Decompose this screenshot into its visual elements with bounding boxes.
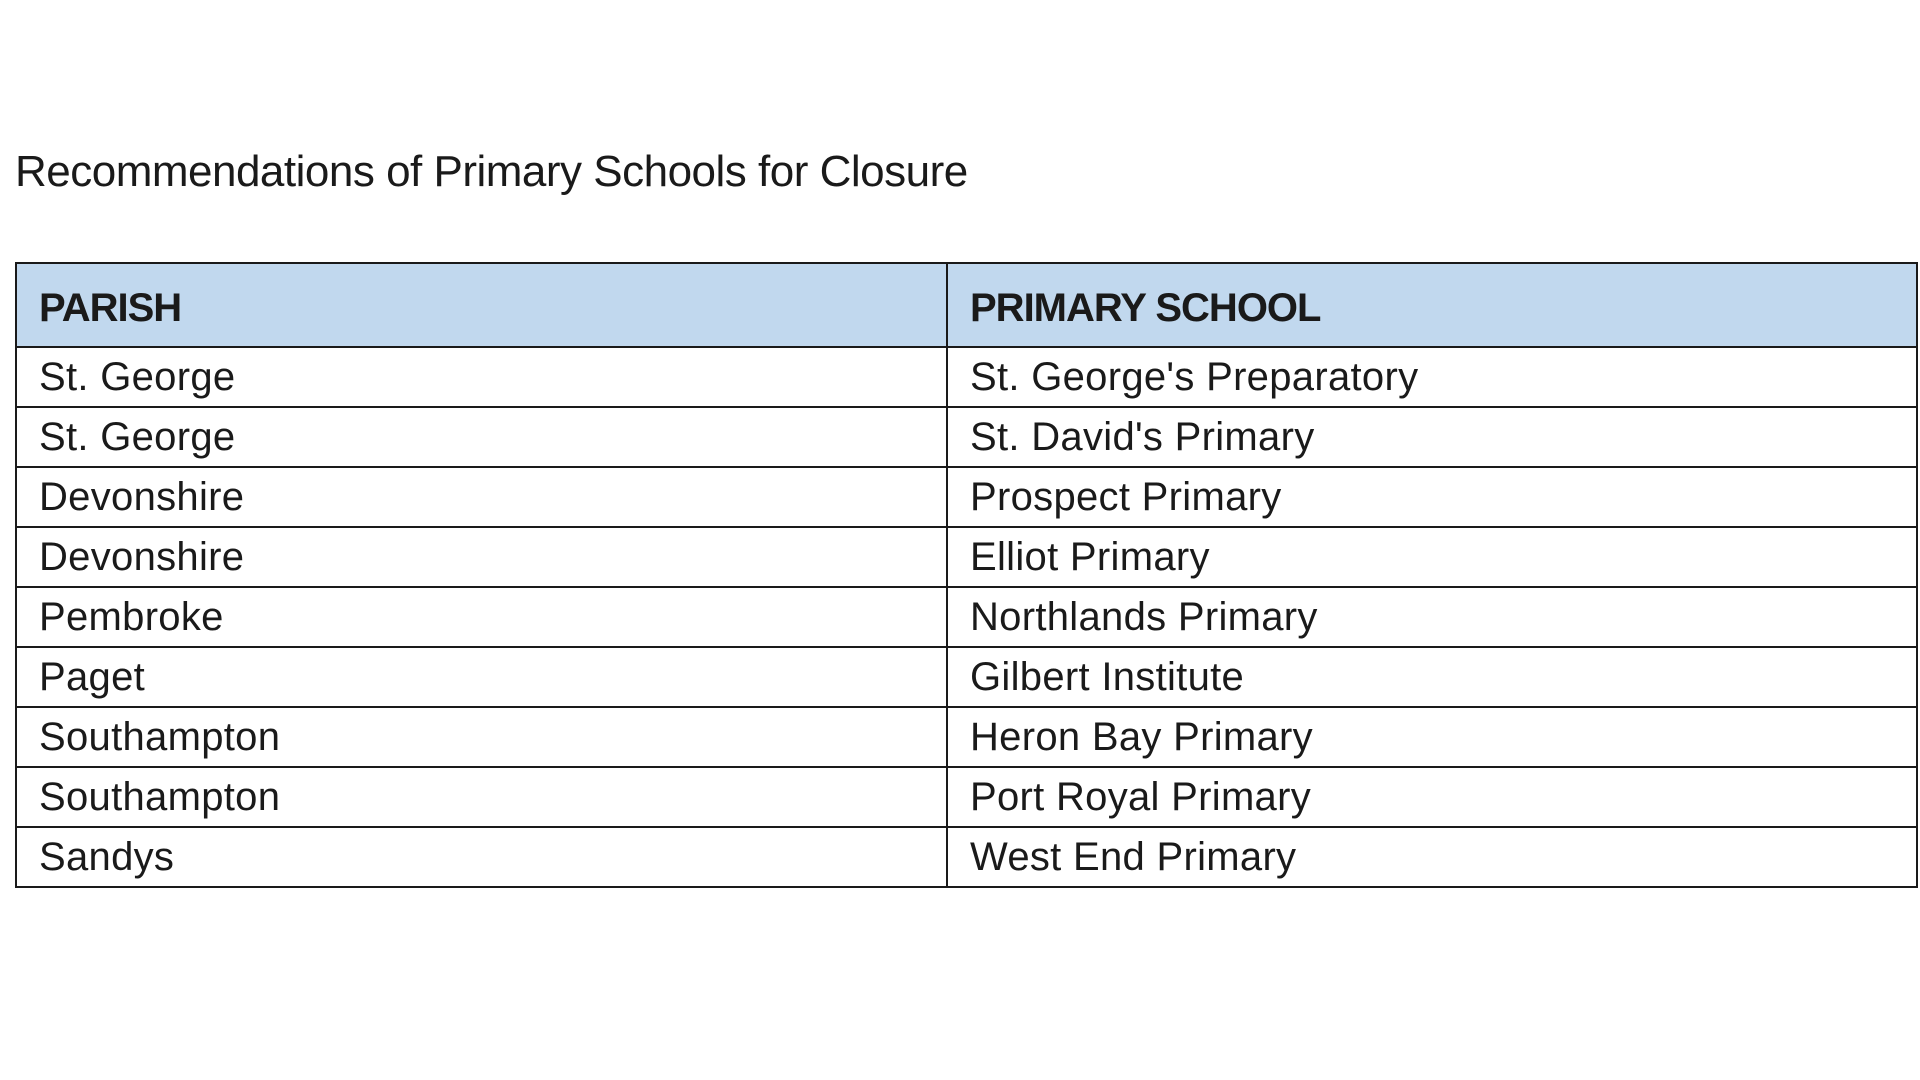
parish-cell: St. George — [16, 347, 947, 407]
school-cell: West End Primary — [947, 827, 1917, 887]
table-row — [16, 707, 1917, 767]
table-row — [16, 587, 1917, 647]
school-cell: Northlands Primary — [947, 587, 1917, 647]
school-cell: Elliot Primary — [947, 527, 1917, 587]
parish-cell: Pembroke — [16, 587, 947, 647]
parish-cell: St. George — [16, 407, 947, 467]
column-header-primary-school: PRIMARY SCHOOL — [947, 263, 1917, 347]
table-header-row — [16, 263, 1917, 347]
school-cell: St. David's Primary — [947, 407, 1917, 467]
school-cell: Heron Bay Primary — [947, 707, 1917, 767]
table-row — [16, 407, 1917, 467]
parish-cell: Devonshire — [16, 467, 947, 527]
closure-table — [15, 262, 1918, 888]
parish-cell: Paget — [16, 647, 947, 707]
table-row — [16, 767, 1917, 827]
document-title: Recommendations of Primary Schools for Closure — [15, 147, 968, 196]
school-cell: Prospect Primary — [947, 467, 1917, 527]
parish-cell: Devonshire — [16, 527, 947, 587]
table-row — [16, 467, 1917, 527]
parish-cell: Sandys — [16, 827, 947, 887]
school-cell: Gilbert Institute — [947, 647, 1917, 707]
parish-cell: Southampton — [16, 767, 947, 827]
table-row — [16, 527, 1917, 587]
table-row — [16, 647, 1917, 707]
parish-cell: Southampton — [16, 707, 947, 767]
table-row — [16, 827, 1917, 887]
table-row — [16, 347, 1917, 407]
school-cell: Port Royal Primary — [947, 767, 1917, 827]
column-header-parish: PARISH — [16, 263, 947, 347]
school-cell: St. George's Preparatory — [947, 347, 1917, 407]
